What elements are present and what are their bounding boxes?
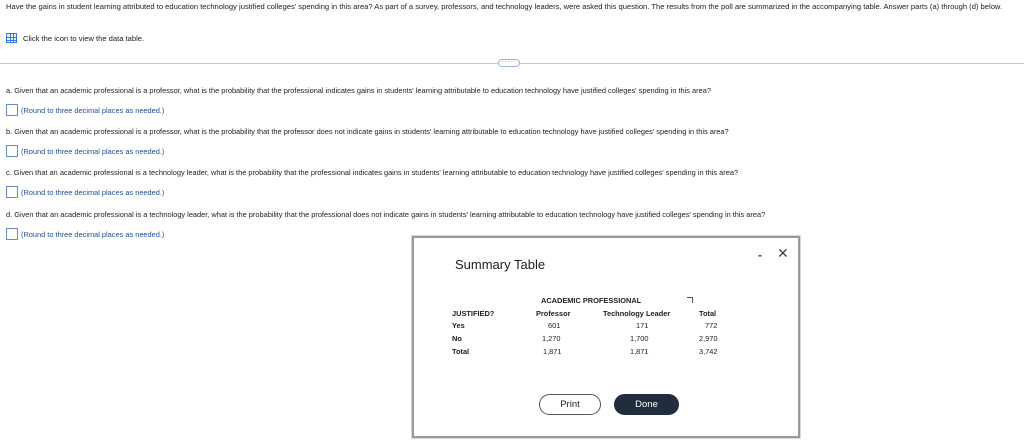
row-header: JUSTIFIED? [452, 309, 495, 318]
cell-yes-professor: 601 [548, 321, 561, 330]
answer-b-hint: (Round to three decimal places as needed.) [21, 146, 165, 156]
cell-total-professor: 1,871 [543, 347, 562, 356]
answer-d [6, 228, 164, 240]
data-table-icon[interactable] [6, 33, 17, 43]
cell-no-professor: 1,270 [542, 334, 561, 343]
cell-yes-total: 772 [705, 321, 718, 330]
summary-table-dialog [412, 236, 800, 438]
group-header: ACADEMIC PROFESSIONAL [541, 296, 642, 305]
row-label-yes: Yes [452, 321, 465, 330]
cell-no-total: 2,970 [699, 334, 718, 343]
col-header-tech: Technology Leader [603, 309, 671, 318]
data-table-link[interactable] [6, 33, 144, 43]
question-b: b. Given that an academic professional is a professor, what is the probability that the professor does not indicate gains in students' learning attributable to education technology have justified colleges' spending in this area? [6, 127, 729, 136]
row-label-total: Total [452, 347, 470, 356]
answer-a [6, 104, 164, 116]
answer-d-input[interactable] [6, 228, 18, 240]
print-button[interactable]: Print [539, 394, 601, 415]
done-button[interactable]: Done [614, 394, 679, 415]
answer-d-hint: (Round to three decimal places as needed.) [21, 229, 165, 239]
answer-c-hint: (Round to three decimal places as needed.) [21, 187, 165, 197]
answer-b-input[interactable] [6, 145, 18, 157]
cell-total-tech: 1,871 [630, 347, 649, 356]
answer-c [6, 186, 164, 198]
minimize-icon[interactable]: - [758, 248, 762, 262]
copy-table-icon[interactable] [687, 297, 693, 303]
col-header-total: Total [699, 309, 717, 318]
cell-total-total: 3,742 [699, 347, 718, 356]
question-c: c. Given that an academic professional is a technology leader, what is the probability that the professional indicates gains in students' learning attributable to education technology have justified colleges' spending in this area? [6, 168, 739, 177]
divider-handle[interactable]: ····· [498, 59, 520, 67]
question-d: d. Given that an academic professional is a technology leader, what is the probability that the professional does not indicate gains in students' learning attributable to education technology have justified colleges' spending in this area? [6, 210, 766, 219]
dialog-title: Summary Table [455, 257, 546, 272]
answer-a-input[interactable] [6, 104, 18, 116]
question-a: a. Given that an academic professional is a professor, what is the probability that the professional indicates gains in students' learning attributable to education technology have justified colleges' spending in this area? [6, 86, 711, 95]
answer-b [6, 145, 164, 157]
cell-yes-tech: 171 [636, 321, 649, 330]
data-table-link-label: Click the icon to view the data table. [23, 33, 145, 43]
close-icon[interactable]: ✕ [777, 245, 789, 261]
col-header-professor: Professor [536, 309, 571, 318]
cell-no-tech: 1,700 [630, 334, 649, 343]
row-label-no: No [452, 334, 462, 343]
problem-intro: Have the gains in student learning attributed to education technology justified colleges' spending in this area? As part of a survey, professors, and technology leaders, were asked this question. The results from the poll are summarized in the accompanying table. Answer parts (a) through (d) below. [6, 2, 1003, 11]
answer-a-hint: (Round to three decimal places as needed.) [21, 105, 165, 115]
answer-c-input[interactable] [6, 186, 18, 198]
